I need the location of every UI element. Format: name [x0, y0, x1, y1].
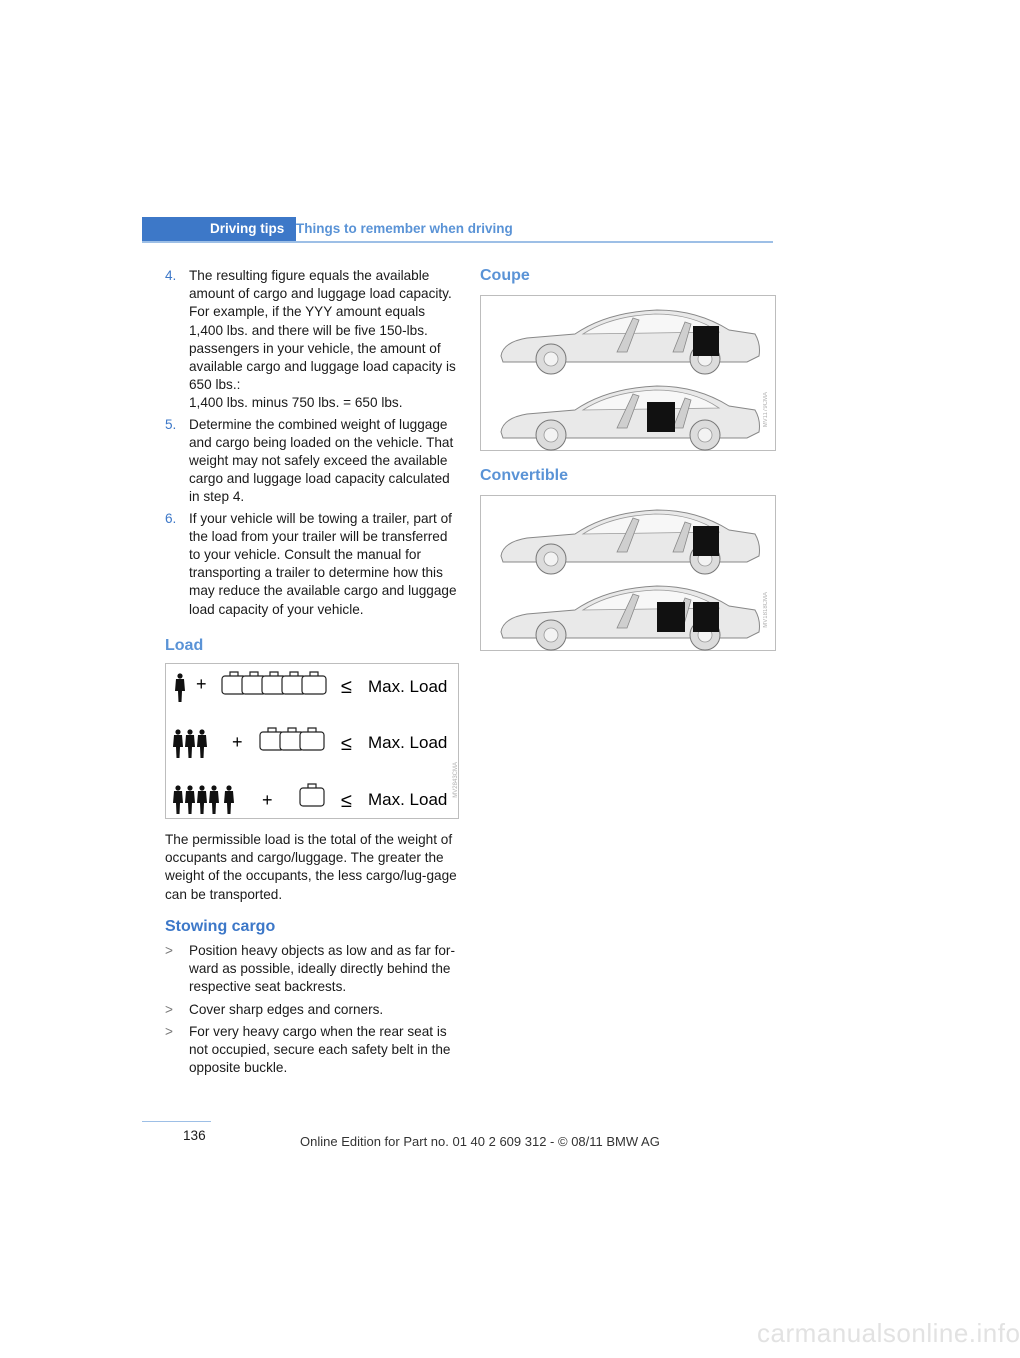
cargo-block	[657, 602, 685, 632]
header-rule	[142, 241, 773, 243]
running-header	[142, 217, 773, 243]
step-item	[165, 510, 460, 619]
leq-sign: ≤	[341, 676, 352, 699]
section-title: Things to remember when driving	[296, 221, 513, 236]
step-number: 6.	[165, 510, 177, 526]
load-heading: Load	[165, 636, 204, 654]
list-item-text: For very heavy cargo when the rear seat is not occupied, secure each safety belt in the opposite buckle.	[189, 1023, 451, 1076]
left-column	[165, 267, 460, 1082]
luggage-icon	[222, 672, 326, 694]
figure-code: MV1179CMA	[763, 392, 769, 428]
step-calculation: 1,400 lbs. minus 750 lbs. = 650 lbs.	[189, 395, 403, 411]
car-illustration	[501, 386, 760, 450]
occupant-icon	[173, 785, 234, 814]
plus-sign: +	[232, 732, 243, 753]
list-item	[165, 1023, 460, 1078]
load-figure	[165, 663, 459, 819]
list-item	[165, 942, 460, 997]
load-paragraph: The permissible load is the total of the weight of occupants and cargo/luggage. The greater the weight of the occupants, the less cargo/lug-gage can be transported.	[165, 832, 457, 902]
occupant-icon	[175, 673, 185, 702]
max-load-label: Max. Load	[368, 677, 448, 697]
site-watermark: carmanualsonline.info	[757, 1318, 1020, 1348]
page-number: 136	[183, 1128, 206, 1143]
step-text: The resulting figure equals the available amount of cargo and luggage load capacity. For example, if the YYY amount equals 1,400 lbs. and there will be five 150-lbs. passengers in your vehicle, the amount of available cargo and luggage load capacity is 650 lbs.:	[189, 268, 456, 393]
convertible-heading: Convertible	[480, 467, 569, 484]
occupant-icon	[173, 729, 207, 758]
coupe-figure	[480, 295, 776, 451]
max-load-label: Max. Load	[368, 733, 448, 753]
convertible-figure	[480, 495, 776, 651]
step-number: 5.	[165, 416, 177, 432]
luggage-icon	[260, 728, 324, 750]
footer-rule	[142, 1121, 211, 1122]
cargo-block	[693, 526, 719, 556]
step-item	[165, 267, 460, 413]
luggage-icon	[300, 784, 324, 806]
figure-code: MV2843CMA	[453, 762, 459, 798]
list-item	[165, 1001, 460, 1019]
edition-note: Online Edition for Part no. 01 40 2 609 312 - © 08/11 BMW AG	[300, 1134, 660, 1149]
step-item	[165, 416, 460, 507]
step-text: Determine the combined weight of luggage and cargo being loaded on the vehicle. That weight may not safely exceed the available cargo and luggage load capacity calculated in step 4.	[189, 416, 454, 505]
bullet-marker: >	[165, 1001, 173, 1017]
right-column	[480, 267, 776, 651]
chapter-title: Driving tips	[210, 221, 285, 236]
plus-sign: +	[196, 674, 207, 695]
step-text: If your vehicle will be towing a trailer, part of the load from your trailer will be transferred to your vehicle. Consult the manual for transporting a trailer to determine how this may reduce the available cargo and luggage load capacity of your vehicle.	[189, 510, 457, 617]
list-item-text: Cover sharp edges and corners.	[189, 1001, 384, 1017]
bullet-marker: >	[165, 943, 173, 959]
cargo-block	[647, 402, 675, 432]
plus-sign: +	[262, 790, 273, 811]
car-illustration	[501, 586, 760, 650]
cargo-block	[693, 326, 719, 356]
figure-code: MV1818CMA	[763, 592, 769, 628]
list-item-text: Position heavy objects as low and as far for-ward as possible, ideally directly behind the respective seat backrests.	[189, 943, 455, 995]
leq-sign: ≤	[341, 790, 352, 813]
step-number: 4.	[165, 268, 177, 283]
load-diagram	[166, 664, 458, 818]
leq-sign: ≤	[341, 733, 352, 756]
convertible-cargo-diagram	[481, 496, 775, 650]
car-illustration	[501, 510, 760, 574]
cargo-block	[693, 602, 719, 632]
bullet-marker: >	[165, 1023, 173, 1039]
coupe-cargo-diagram	[481, 296, 775, 450]
coupe-heading: Coupe	[480, 267, 530, 284]
max-load-label: Max. Load	[368, 790, 448, 810]
stowing-heading: Stowing cargo	[165, 917, 276, 935]
car-illustration	[501, 310, 760, 374]
